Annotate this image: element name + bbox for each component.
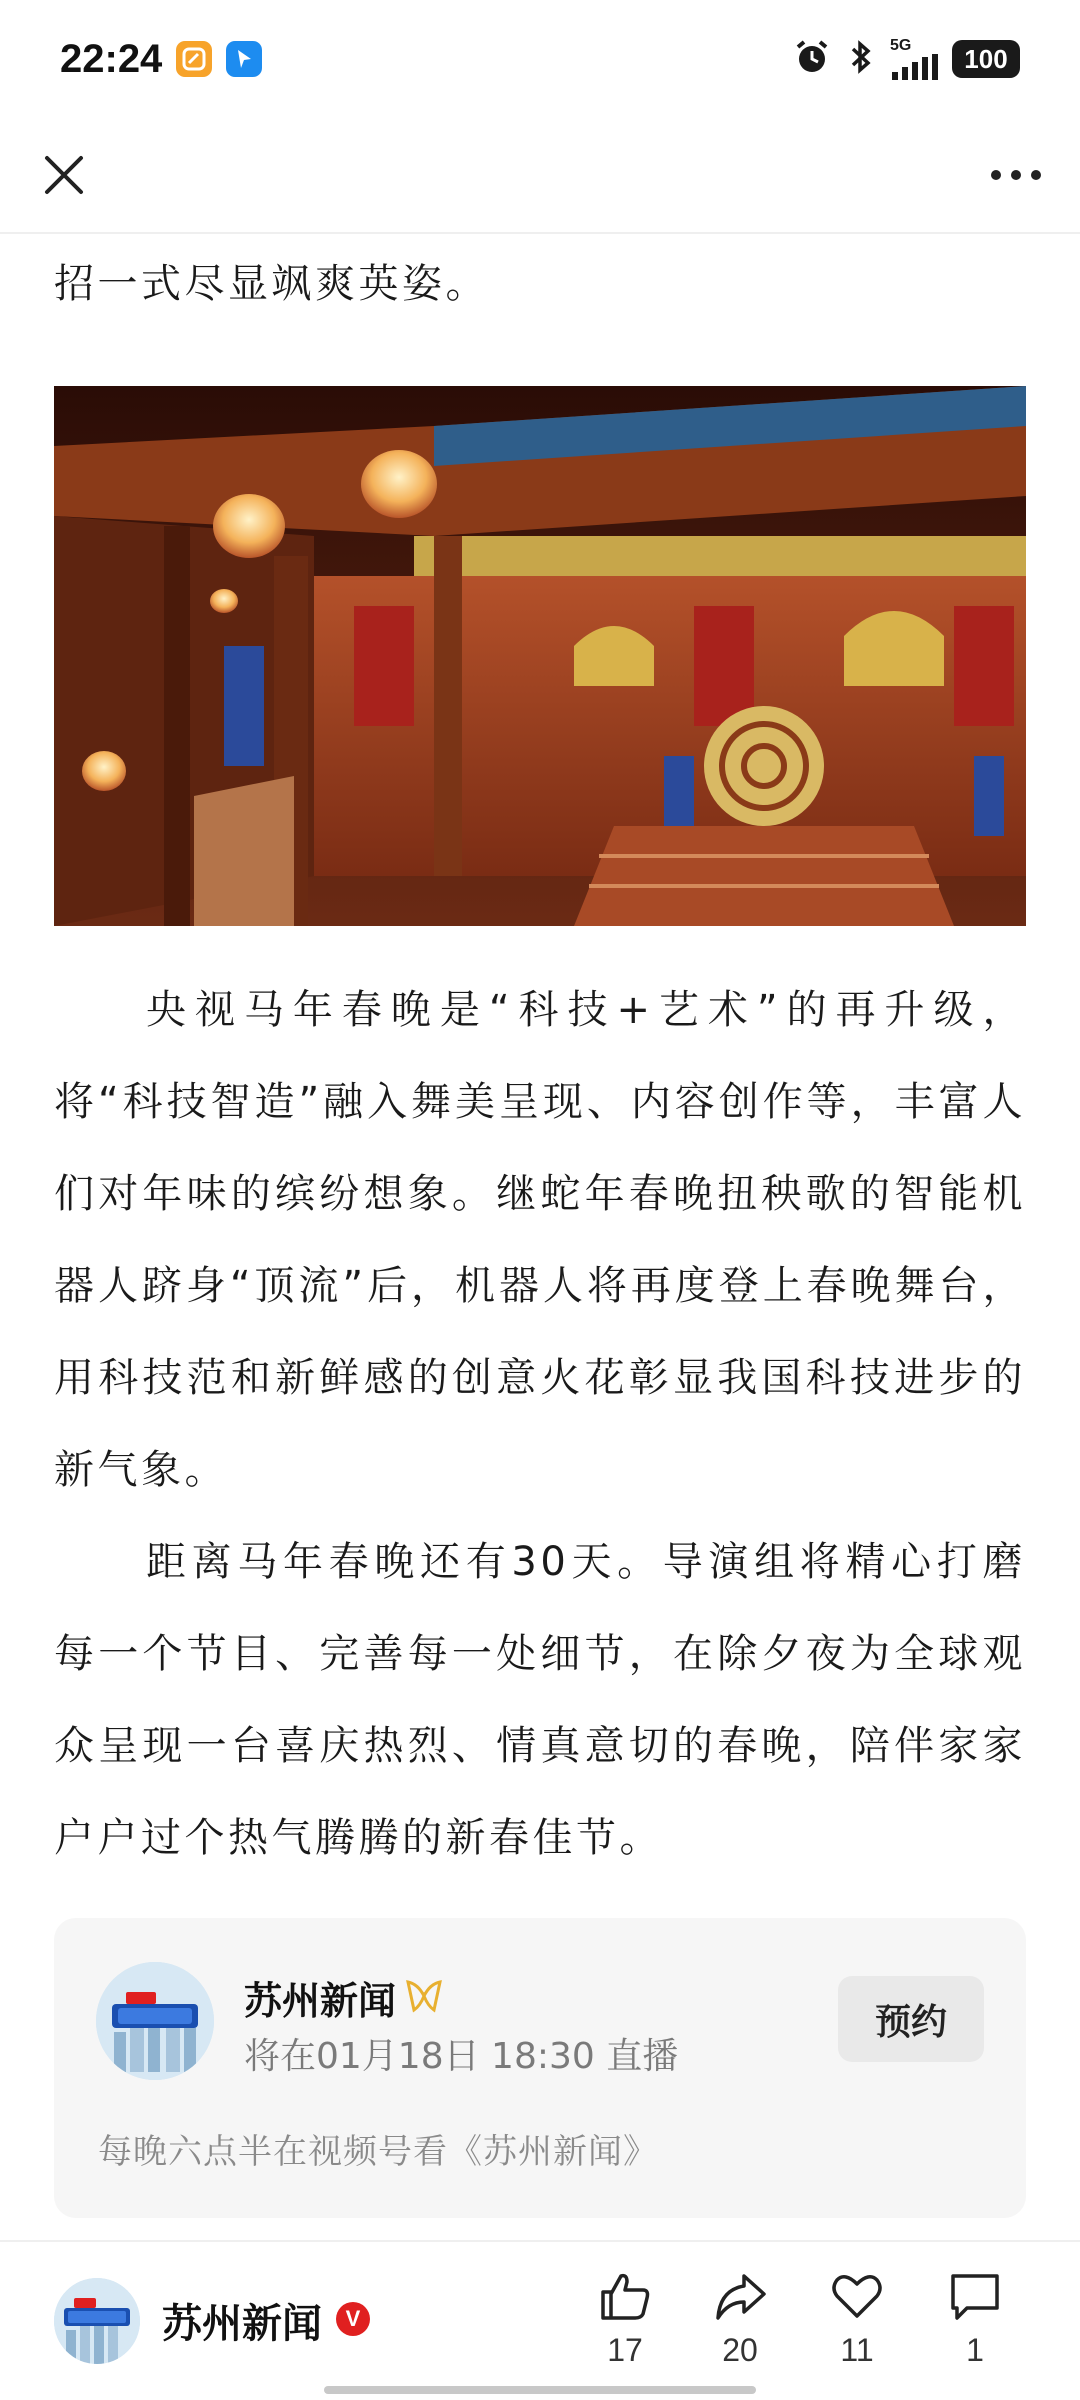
status-left bbox=[60, 37, 262, 82]
status-time: 22:24 bbox=[60, 36, 163, 81]
status-bar bbox=[0, 0, 1080, 118]
battery-indicator: 100 bbox=[952, 40, 1020, 78]
verified-badge: V bbox=[336, 2302, 370, 2336]
channel-name: 苏州新闻 bbox=[244, 1979, 397, 2023]
live-schedule: 将在01月18日 18:30 直播 bbox=[244, 2036, 679, 2077]
reserve-button[interactable]: 预约 bbox=[838, 1976, 984, 2062]
share-button[interactable] bbox=[695, 2268, 785, 2369]
author-avatar[interactable] bbox=[54, 2278, 140, 2364]
nav-bar bbox=[0, 118, 1080, 234]
app-notification-icon bbox=[176, 41, 212, 77]
signal-icon bbox=[890, 38, 938, 80]
heart-icon bbox=[829, 2268, 885, 2324]
article-body bbox=[54, 236, 1026, 1884]
more-icon bbox=[988, 167, 1044, 183]
article-paragraph-2: 距离马年春晚还有30天。导演组将精心打磨每一个节目、完善每一处细节，在除夕夜为全球观众呈现一台喜庆热烈、情真意切的春晚，陪伴家家户户过个热气腾腾的新春佳节。 bbox=[54, 1539, 1026, 1861]
article-paragraph-1: 央视马年春晚是“科技+艺术”的再升级，将“科技智造”融入舞美呈现、内容创作等，丰富人们对年味的缤纷想象。继蛇年春晚扭秧歌的智能机器人跻身“顶流”后，机器人将再度登上春晚舞台，用科技范和新鲜感的创意火花彰显我国科技进步的新气象。 bbox=[54, 987, 1026, 1493]
ribbon-icon bbox=[404, 1978, 444, 2018]
like-count: 17 bbox=[607, 2332, 643, 2368]
like-button[interactable] bbox=[580, 2268, 670, 2369]
thumbs-up-icon bbox=[597, 2268, 653, 2324]
app-notification-icon-2 bbox=[226, 41, 262, 77]
article-image[interactable] bbox=[54, 386, 1026, 926]
close-icon bbox=[42, 153, 86, 197]
favorite-button[interactable] bbox=[812, 2268, 902, 2369]
bluetooth-icon bbox=[846, 37, 876, 81]
stage-illustration bbox=[54, 386, 1026, 926]
comment-count: 1 bbox=[966, 2332, 984, 2368]
favorite-count: 11 bbox=[840, 2332, 874, 2368]
more-button[interactable] bbox=[980, 139, 1052, 211]
share-count: 20 bbox=[722, 2332, 758, 2368]
live-description: 每晚六点半在视频号看《苏州新闻》 bbox=[98, 2132, 658, 2172]
channel-avatar bbox=[96, 1962, 214, 2080]
comment-button[interactable] bbox=[930, 2268, 1020, 2369]
bottom-action-bar bbox=[0, 2240, 1080, 2400]
alarm-icon bbox=[792, 37, 832, 81]
close-button[interactable] bbox=[28, 139, 100, 211]
comment-icon bbox=[947, 2268, 1003, 2324]
share-icon bbox=[712, 2268, 768, 2324]
article-paragraphs bbox=[54, 964, 1026, 1884]
article-lead-line: 招一式尽显飒爽英姿。 bbox=[54, 261, 489, 307]
home-indicator[interactable] bbox=[324, 2386, 756, 2394]
status-right bbox=[792, 37, 1020, 81]
network-label: 5G bbox=[890, 37, 912, 54]
live-reservation-card[interactable] bbox=[54, 1918, 1026, 2218]
live-name-row bbox=[244, 1970, 444, 2025]
author-name[interactable]: 苏州新闻 bbox=[162, 2301, 322, 2347]
